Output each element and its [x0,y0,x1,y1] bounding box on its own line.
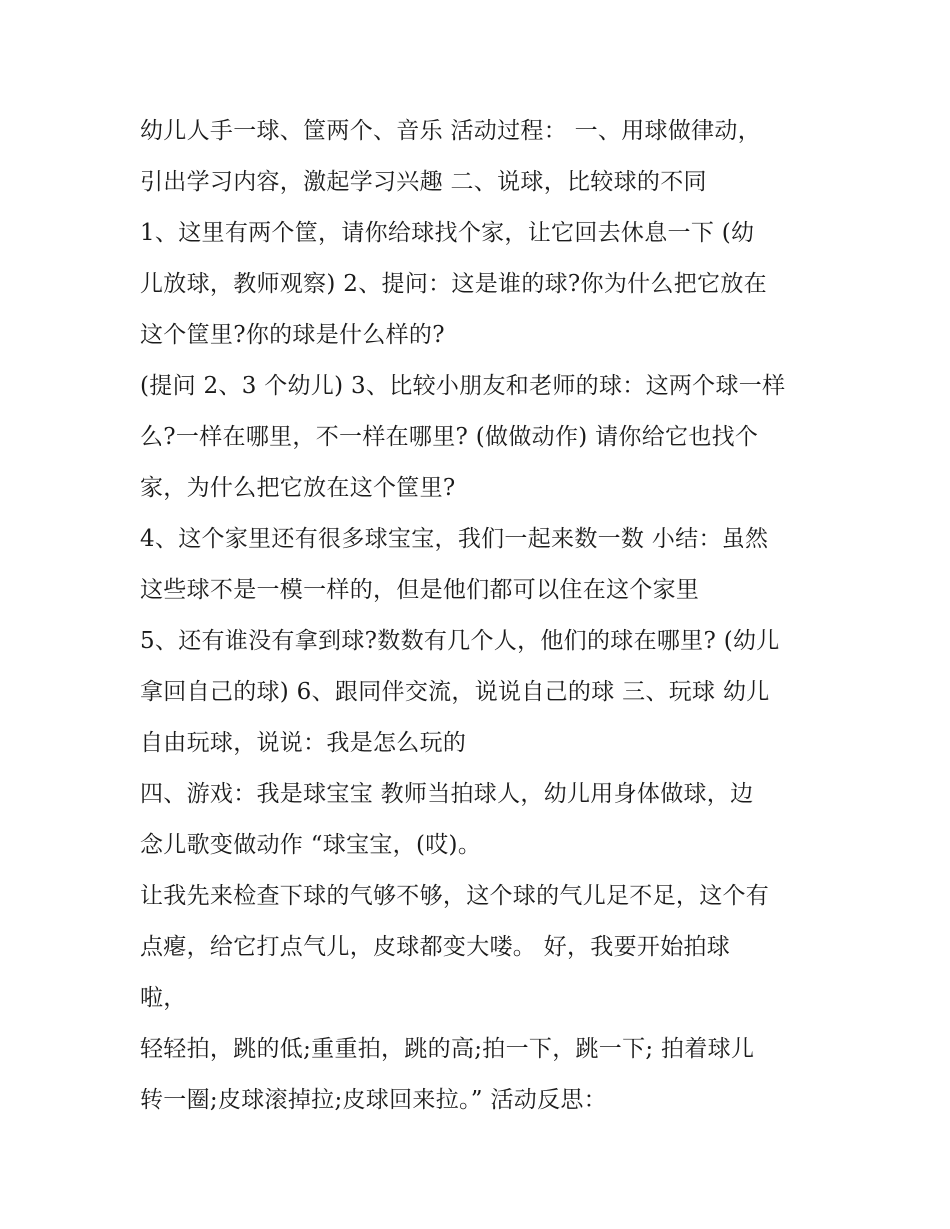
text-line-8: 家，为什么把它放在这个筐里? [140,475,456,501]
text-line-14: 四、游戏：我是球宝宝 教师当拍球人，幼儿用身体做球，边 [140,781,754,807]
text-line-16: 让我先来检查下球的气够不够，这个球的气儿足不足，这个有 [140,883,770,909]
text-line-2: 引出学习内容，激起学习兴趣 二、说球，比较球的不同 [140,169,707,195]
text-line-15: 念儿歌变做动作 “球宝宝，(哎)。 [140,832,482,858]
text-line-18: 啦， [140,985,187,1011]
text-line-7: 么?一样在哪里，不一样在哪里? (做做动作) 请你给它也找个 [140,424,759,450]
document-body [140,106,820,1126]
text-line-1: 幼儿人手一球、筐两个、音乐 活动过程： 一、用球做律动， [140,118,762,144]
text-line-20: 转一圈;皮球滚掉拉;皮球回来拉。” 活动反思： [140,1087,607,1113]
text-line-9: 4、这个家里还有很多球宝宝，我们一起来数一数 小结：虽然 [140,526,769,552]
text-line-10: 这些球不是一模一样的，但是他们都可以住在这个家里 [140,577,700,603]
text-line-3: 1、这里有两个筐，请你给球找个家，让它回去休息一下 (幼 [140,220,755,246]
text-line-6: (提问 2、3 个幼儿) 3、比较小朋友和老师的球：这两个球一样 [140,373,786,399]
text-line-4: 儿放球，教师观察) 2、提问：这是谁的球?你为什么把它放在 [140,271,767,297]
text-line-5: 这个筐里?你的球是什么样的? [140,322,445,348]
text-line-11: 5、还有谁没有拿到球?数数有几个人，他们的球在哪里? (幼儿 [140,628,780,654]
text-line-19: 轻轻拍，跳的低;重重拍，跳的高;拍一下，跳一下; 拍着球儿 [140,1036,755,1062]
text-line-13: 自由玩球，说说：我是怎么玩的 [140,730,467,756]
text-line-12: 拿回自己的球) 6、跟同伴交流，说说自己的球 三、玩球 幼儿 [140,679,770,705]
text-line-17: 点瘪，给它打点气儿，皮球都变大喽。 好，我要开始拍球 [140,934,731,960]
